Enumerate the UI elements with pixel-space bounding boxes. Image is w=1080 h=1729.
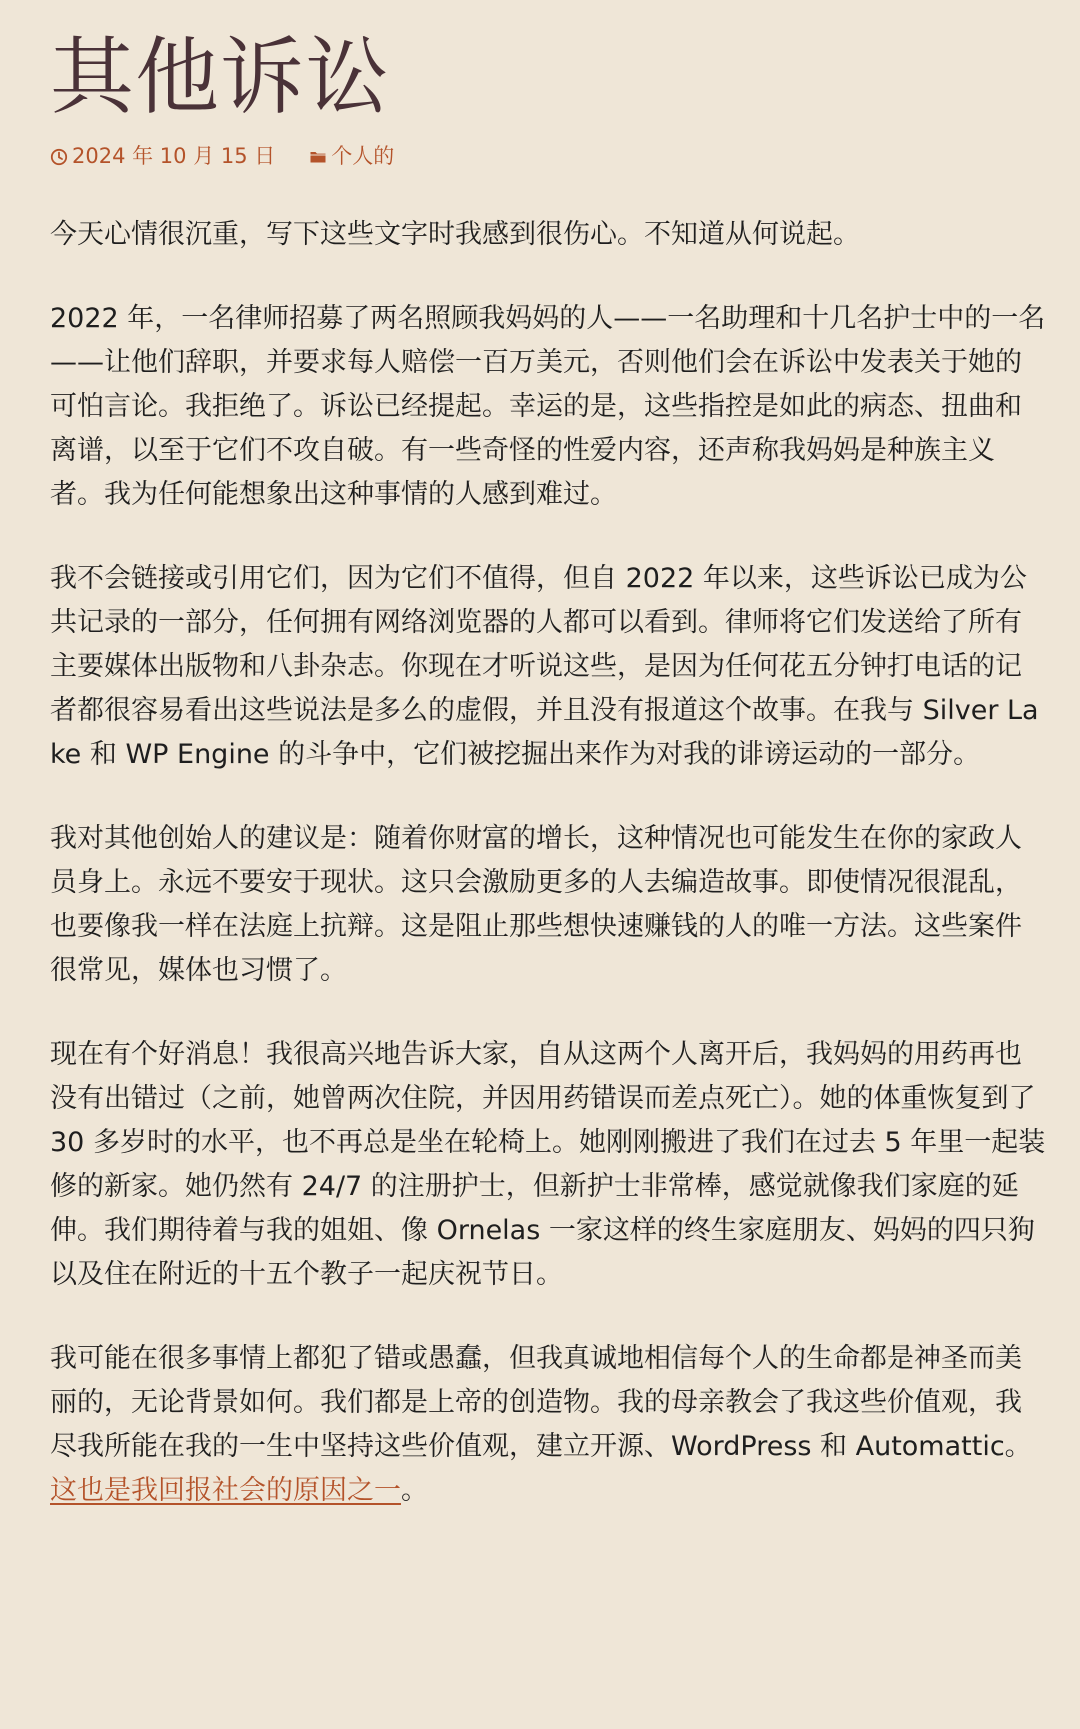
paragraph-6 xyxy=(50,1337,1046,1513)
paragraph-5: 现在有个好消息！我很高兴地告诉大家，自从这两个人离开后，我妈妈的用药再也没有出错过（之前，她曾两次住院，并因用药错误而差点死亡）。她的体重恢复到了 30 多岁时的水平，也不再总是坐在轮椅上。她刚刚搬进了我们在过去 5 年里一起装修的新家。她仍然有 24/7 的注册护士，但新护士非常棒，感觉就像我们家庭的延伸。我们期待着与我的姐姐、像 Ornelas 一家这样的终生家庭朋友、妈妈的四只狗以及住在附近的十五个教子一起庆祝节日。 xyxy=(50,1039,1046,1291)
paragraph-6-text: 我可能在很多事情上都犯了错或愚蠢，但我真诚地相信每个人的生命都是神圣而美丽的，无论背景如何。我们都是上帝的创造物。我的母亲教会了我这些价值观，我尽我所能在我的一生中坚持这些价值观，建立开源、WordPress 和 Automattic。 xyxy=(50,1343,1032,1463)
folder-icon xyxy=(309,148,327,166)
paragraph-2: 2022 年，一名律师招募了两名照顾我妈妈的人——一名助理和十几名护士中的一名——让他们辞职，并要求每人赔偿一百万美元，否则他们会在诉讼中发表关于她的可怕言论。我拒绝了。诉讼已经提起。幸运的是，这些指控是如此的病态、扭曲和离谱，以至于它们不攻自破。有一些奇怪的性爱内容，还声称我妈妈是种族主义者。我为任何能想象出这种事情的人感到难过。 xyxy=(50,303,1046,511)
paragraph-3: 我不会链接或引用它们，因为它们不值得，但自 2022 年以来，这些诉讼已成为公共记录的一部分，任何拥有网络浏览器的人都可以看到。律师将它们发送给了所有主要媒体出版物和八卦杂志。你现在才听说这些，是因为任何花五分钟打电话的记者都很容易看出这些说法是多么的虚假，并且没有报道这个故事。在我与 Silver Lake 和 WP Engine 的斗争中，它们被挖掘出来作为对我的诽谤运动的一部分。 xyxy=(50,563,1039,771)
post-category: 个人的 xyxy=(331,144,395,169)
paragraph-6-end: 。 xyxy=(401,1475,428,1507)
paragraph-1: 今天心情很沉重，写下这些文字时我感到很伤心。不知道从何说起。 xyxy=(50,219,860,251)
paragraph-4: 我对其他创始人的建议是：随着你财富的增长，这种情况也可能发生在你的家政人员身上。永远不要安于现状。这只会激励更多的人去编造故事。即使情况很混乱，也要像我一样在法庭上抗辩。这是阻止那些想快速赚钱的人的唯一方法。这些案件很常见，媒体也习惯了。 xyxy=(50,823,1022,987)
clock-icon xyxy=(50,148,68,166)
giving-back-link[interactable]: 这也是我回报社会的原因之一 xyxy=(50,1475,401,1507)
post-content xyxy=(50,213,1046,1513)
post-date: 2024 年 10 月 15 日 xyxy=(72,144,276,169)
post-title: 其他诉讼 xyxy=(50,28,391,126)
post-meta xyxy=(50,142,1046,171)
post-category-link[interactable] xyxy=(309,142,394,171)
post-date-link[interactable] xyxy=(50,142,275,171)
